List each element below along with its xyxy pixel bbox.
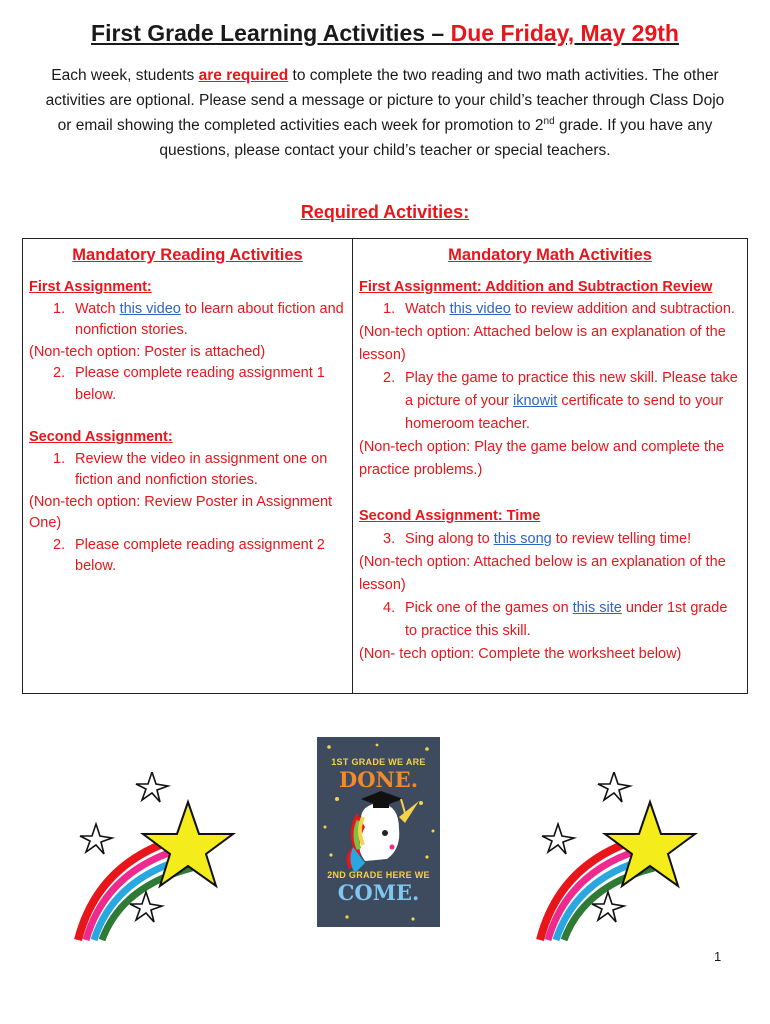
- poster-line-4: COME.: [337, 880, 420, 905]
- due-date: Due Friday, May 29th: [450, 20, 679, 46]
- item-number: 1.: [383, 301, 396, 317]
- math-item-4: [359, 597, 741, 643]
- math-nontech-1: (Non-tech option: Attached below is an explanation of the lesson): [359, 324, 726, 363]
- item-text: to learn about fiction and nonfiction stories.: [75, 300, 344, 338]
- page-number: 1: [714, 949, 722, 964]
- item-text: Watch: [75, 300, 120, 317]
- item-text: Sing along to: [405, 531, 494, 547]
- games-site-link[interactable]: this site: [572, 600, 622, 616]
- item-text: under 1st grade to practice this skill.: [405, 600, 728, 639]
- math-nontech-3: (Non-tech option: Attached below is an explanation of the lesson): [359, 554, 726, 593]
- intro-text-2: to complete the two reading and two math activities. The other activities are optional. Please send a message or picture to your child’s teacher through Class Dojo or email showing the completed activities each week for promotion to 2: [45, 67, 725, 134]
- item-text: to review telling time!: [551, 531, 692, 547]
- intro-paragraph: [40, 63, 730, 163]
- item-number: 2.: [53, 536, 66, 553]
- shooting-star-right-icon: [530, 772, 705, 944]
- math-video-link[interactable]: this video: [449, 301, 511, 317]
- song-link[interactable]: this song: [493, 531, 552, 547]
- poster-line-1: 1ST GRADE WE ARE: [331, 757, 426, 767]
- activities-table: [22, 238, 748, 694]
- item-number: 3.: [383, 531, 396, 547]
- reading-item-2: [29, 363, 346, 406]
- reading-item-4: [29, 535, 346, 578]
- reading-item-1: [29, 299, 346, 342]
- required-heading: Required Activities:: [300, 202, 470, 222]
- item-number: 1.: [53, 300, 66, 317]
- math-nontech-2: (Non-tech option: Play the game below and complete the practice problems.): [359, 439, 725, 478]
- title-text: First Grade Learning Activities –: [91, 20, 451, 46]
- math-nontech-4: (Non- tech option: Complete the worksheet below): [359, 646, 682, 662]
- graduation-poster: [317, 737, 440, 927]
- reading-first-label: First Assignment:: [29, 279, 152, 295]
- math-item-2: [359, 367, 741, 436]
- page-title: [0, 20, 770, 47]
- math-column: [353, 239, 747, 693]
- intro-sup: nd: [543, 115, 555, 127]
- item-text: certificate to send to your homeroom teacher.: [405, 393, 724, 432]
- iknowit-link[interactable]: iknowit: [513, 393, 558, 409]
- poster-line-2: DONE.: [338, 767, 419, 792]
- reading-nontech-1: (Non-tech option: Poster is attached): [29, 343, 266, 360]
- intro-text-1: Each week, students: [51, 67, 199, 84]
- second-label-text: Second Assignment: [359, 508, 498, 524]
- item-text: Review the video in assignment one on fiction and nonfiction stories.: [75, 450, 328, 488]
- math-item-1: [359, 298, 741, 321]
- reading-nontech-2: (Non-tech option: Review Poster in Assignment One): [29, 493, 333, 531]
- intro-required: are required: [198, 67, 289, 84]
- reading-video-link[interactable]: this video: [119, 300, 181, 317]
- item-number: 4.: [383, 600, 396, 616]
- item-text: Play the game to practice this new skill. Please take a picture of your: [405, 370, 738, 409]
- math-first-label: First Assignment: Addition and Subtraction Review: [359, 279, 713, 295]
- math-second-label: [359, 505, 741, 528]
- poster-line-3: 2ND GRADE HERE WE: [327, 870, 430, 880]
- item-text: Pick one of the games on: [405, 600, 573, 616]
- math-heading: Mandatory Math Activities: [448, 246, 652, 264]
- item-number: 2.: [383, 370, 396, 386]
- reading-column: [23, 239, 353, 693]
- reading-item-3: [29, 449, 346, 492]
- shooting-star-left-icon: [68, 772, 243, 944]
- item-number: 2.: [53, 365, 66, 381]
- second-label-suffix: : Time: [497, 508, 541, 524]
- reading-heading: Mandatory Reading Activities: [72, 246, 303, 264]
- item-text: Watch: [405, 301, 450, 317]
- item-number: 1.: [53, 450, 66, 467]
- math-item-3: [359, 528, 741, 551]
- item-text: to review addition and subtraction.: [510, 301, 735, 317]
- reading-second-label: Second Assignment:: [29, 429, 173, 445]
- intro-text-3: grade. If you have any questions, please contact your child’s teacher or special teachers.: [159, 117, 713, 159]
- item-text: Please complete reading assignment 2 below.: [75, 536, 325, 574]
- item-text: Please complete reading assignment 1 below.: [75, 365, 325, 403]
